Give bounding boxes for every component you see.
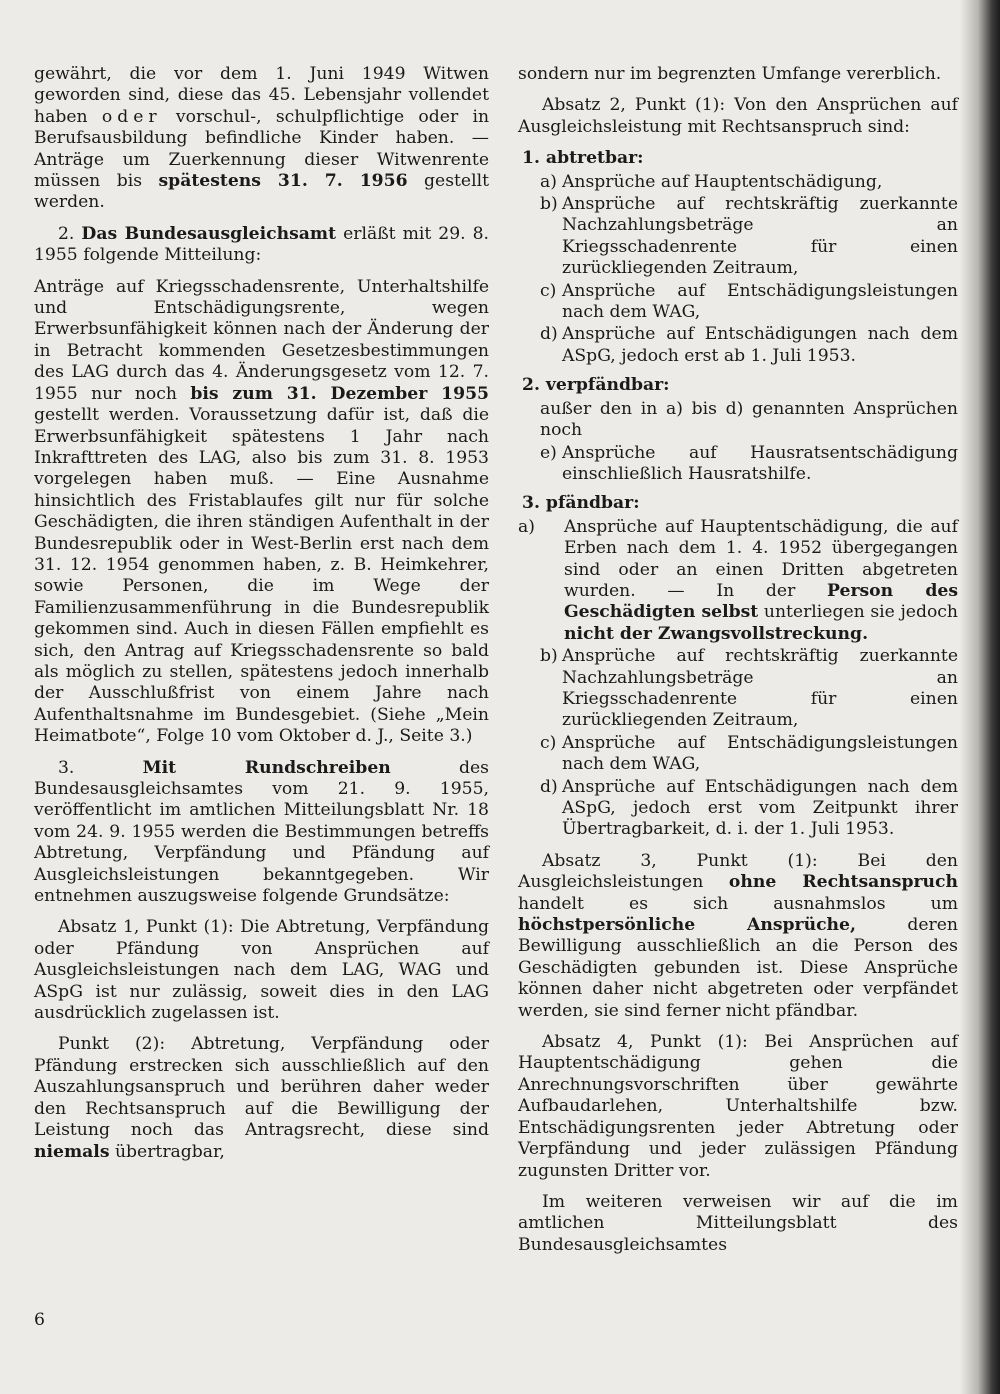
list-item: c) Ansprüche auf Entschädigungsleistungen nach dem WAG, bbox=[540, 280, 958, 323]
list-item: c) Ansprüche auf Entschädigungsleistungen nach dem WAG, bbox=[540, 732, 958, 775]
paragraph-punkt-2: Punkt (2): Abtretung, Verpfändung oder Pfändung erstrecken sich ausschließlich auf den Auszahlungsanspruch und berühren daher weder den Rechtsanspruch auf die Bewilligung der Leistung noch das Antragsrecht, diese sind niemals übertragbar, bbox=[34, 1034, 489, 1162]
paragraph-item-3: 3. Mit Rundschreiben des Bundesausgleichsamtes vom 21. 9. 1955, veröffentlicht im amtlichen Mitteilungsblatt Nr. 18 vom 24. 9. 1955 werden die Bestimmungen betreffs Abtretung, Verpfändung und Pfändung auf Ausgleichsleistungen bekanntgegeben. Wir entnehmen auszugsweise folgende Grundsätze: bbox=[34, 757, 489, 907]
paragraph-absatz-4: Absatz 4, Punkt (1): Bei Ansprüchen auf Hauptentschädigung gehen die Anrechnungsvorschriften über gewährte Aufbaudarlehen, Unterhaltshilfe bzw. Entschädigungsrenten jeder Abtretung oder Verpfändung und jeder zulässigen Pfändung zugunsten Dritter vor. bbox=[518, 1032, 958, 1181]
page-number: 6 bbox=[34, 1310, 45, 1330]
list-item: e) Ansprüche auf Hausratsentschädigung einschließlich Hausratshilfe. bbox=[540, 442, 958, 484]
list-item: d) Ansprüche auf Entschädigungen nach dem ASpG, jedoch erst ab 1. Juli 1953. bbox=[540, 324, 958, 366]
list-item: b) Ansprüche auf rechtskräftig zuerkannte Nachzahlungsbeträge an Kriegsschadenrente für einen zurückliegenden Zeitraum, bbox=[540, 194, 958, 279]
list-item: d) Ansprüche auf Entschädigungen nach dem ASpG, jedoch erst vom Zeitpunkt ihrer Übertragbarkeit, d. i. der 1. Juli 1953. bbox=[540, 776, 958, 840]
book-spine-shadow bbox=[960, 0, 1000, 1394]
right-column bbox=[518, 64, 958, 1266]
list-intro-text: außer den in a) bis d) genannten Ansprüchen noch bbox=[540, 398, 958, 441]
paragraph-notice: Anträge auf Kriegsschadensrente, Unterhaltshilfe und Entschädigungsrente, wegen Erwerbsunfähigkeit können nach der Änderung der in Betracht kommenden Gesetzesbestimmungen des LAG durch das 4. Änderungsgesetz vom 12. 7. 1955 nur noch bis zum 31. Dezember 1955 gestellt werden. Voraussetzung dafür ist, daß die Erwerbsunfähigkeit spätestens 1 Jahr nach Inkrafttreten des LAG, also bis zum 31. 8. 1953 vorgelegen haben muß. — Eine Ausnahme hinsichtlich des Fristablaufes gilt nur für solche Geschädigten, die ihren ständigen Aufenthalt in der Bundesrepublik oder in West-Berlin erst nach dem 31. 12. 1954 genommen haben, z. B. Heimkehrer, sowie Personen, die im Wege der Familienzusammenführung in die Bundesrepublik gekommen sind. Auch in diesen Fällen empfiehlt es sich, den Antrag auf Kriegsschadensrente so bald als möglich zu stellen, spätestens jedoch innerhalb der Ausschlußfrist von einem Jahre nach Aufenthaltsnahme im Bundesgebiet. (Siehe „Mein Heimatbote“, Folge 10 vom Oktober d. J., Seite 3.) bbox=[34, 276, 490, 747]
left-column bbox=[34, 64, 489, 1173]
list-pfaendbar bbox=[518, 517, 958, 841]
heading-verpfaendbar: 2. verpfändbar: bbox=[522, 375, 670, 396]
list-item: a) Ansprüche auf Hauptentschädigung, bbox=[540, 171, 883, 192]
list-abtretbar bbox=[518, 172, 958, 368]
list-item: b) Ansprüche auf rechtskräftig zuerkannte Nachzahlungsbeträge an Kriegsschadenrente für einen zurückliegenden Zeitraum, bbox=[540, 646, 958, 731]
paragraph-continuation: sondern nur im begrenzten Umfange vererblich. bbox=[518, 64, 942, 84]
list-item: a) Ansprüche auf Hauptentschädigung, die auf Erben nach dem 1. 4. 1952 übergegangen sind oder an einen Dritten abgetreten wurden. — In der Person des Geschädigten selbst unterliegen sie jedoch nicht der Zwangsvollstreckung. bbox=[518, 516, 959, 644]
paragraph-absatz-2: Absatz 2, Punkt (1): Von den Ansprüchen auf Ausgleichsleistung mit Rechtsanspruch sind: bbox=[518, 95, 958, 137]
paragraph-item-2: 2. Das Bundesausgleichsamt erläßt mit 29. 8. 1955 folgende Mitteilung: bbox=[34, 223, 490, 266]
paragraph-absatz-1: Absatz 1, Punkt (1): Die Abtretung, Verpfändung oder Pfändung von Ansprüchen auf Ausgleichsleistungen nach dem LAG, WAG und ASpG ist nur zulässig, soweit dies in den LAG ausdrücklich zugelassen ist. bbox=[34, 917, 489, 1024]
heading-pfaendbar: 3. pfändbar: bbox=[522, 493, 640, 514]
paragraph-absatz-3: Absatz 3, Punkt (1): Bei den Ausgleichsleistungen ohne Rechtsanspruch handelt es sich ausnahmslos um höchstpersönliche Ansprüche, deren Bewilligung ausschließlich an die Person des Geschädigten gebunden ist. Diese Ansprüche können daher nicht abgetreten oder verpfändet werden, sie sind ferner nicht pfändbar. bbox=[518, 850, 958, 1021]
paragraph-closing: Im weiteren verweisen wir auf die im amtlichen Mitteilungsblatt des Bundesausgleichsamtes bbox=[518, 1191, 958, 1255]
paragraph-widow-pension: gewährt, die vor dem 1. Juni 1949 Witwen geworden sind, diese das 45. Lebensjahr vollendet haben oder vorschul-, schulpflichtige oder in Berufsausbildung befindliche Kinder haben. — Anträge um Zuerkennung dieser Witwenrente müssen bis spätestens 31. 7. 1956 gestellt werden. bbox=[34, 64, 490, 213]
heading-abtretbar: 1. abtretbar: bbox=[522, 148, 644, 169]
